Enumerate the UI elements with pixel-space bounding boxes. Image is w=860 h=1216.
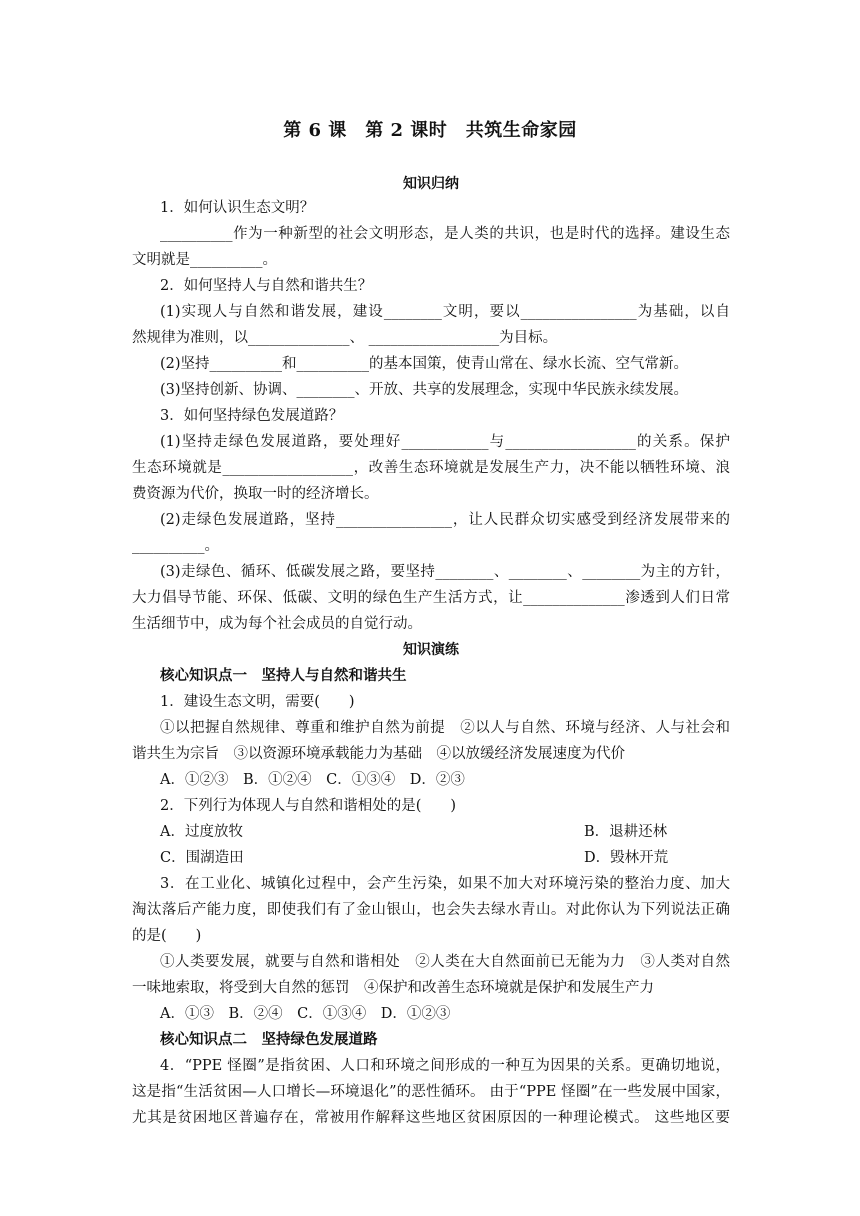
q3-1-line-3: 费资源为代价，换取一时的经济增长。 bbox=[132, 486, 379, 502]
exercise-3-line-3: 的是( ) bbox=[132, 928, 202, 944]
q3-2-line-2: __________。 bbox=[132, 538, 219, 554]
section-heading-knowledge-practice: 知识演练 bbox=[403, 642, 459, 658]
q2-1-line-1: (1)实现人与自然和谐发展，建设________文明，要以________________为基础，以自 bbox=[160, 304, 730, 320]
exercise-3-line-1: 3．在工业化、城镇化过程中，会产生污染，如果不加大对环境污染的整治力度、加大 bbox=[160, 876, 730, 892]
q3-2-line-1: (2)走绿色发展道路，坚持________________，让人民群众切实感受到经济发展带来的 bbox=[160, 512, 730, 528]
q2-1-line-2: 然规律为准则，以______________、 __________________为目标。 bbox=[132, 330, 558, 346]
q3-1-line-2: 生态环境就是__________________，改善生态环境就是发展生产力，决不能以牺牲环境、浪 bbox=[132, 460, 730, 476]
q3-1-line-1: (1)坚持走绿色发展道路，要处理好____________与__________________的关系。保护 bbox=[160, 434, 730, 450]
exercise-4-line-3: 尤其是贫困地区普遍存在，常被用作解释这些地区贫困原因的一种理论模式。 这些地区要 bbox=[132, 1110, 730, 1126]
question-2: 2．如何坚持人与自然和谐共生？ bbox=[160, 278, 373, 294]
core-point-1-heading: 核心知识点一 坚持人与自然和谐共生 bbox=[160, 667, 407, 684]
exercise-1: 1．建设生态文明，需要( ) bbox=[160, 694, 355, 710]
exercise-4-line-1: 4．“PPE 怪圈”是指贫困、人口和环境之间形成的一种互为因果的关系。更确切地说， bbox=[160, 1058, 730, 1074]
q3-3-line-3: 生活细节中，成为每个社会成员的自觉行动。 bbox=[132, 616, 422, 632]
core-point-2-heading: 核心知识点二 坚持绿色发展道路 bbox=[160, 1031, 378, 1048]
exercise-4-line-2: 这是指“生活贫困—人口增长—环境退化”的恶性循环。 由于“PPE 怪圈”在一些发展中国家， bbox=[132, 1084, 730, 1100]
q2-2: (2)坚持__________和__________的基本国策，使青山常在、绿水长流、空气常新。 bbox=[160, 356, 689, 372]
exercise-1-statements-line-2: 谐共生为宗旨 ③以资源环境承载能力为基础 ④以放缓经济发展速度为代价 bbox=[132, 746, 625, 762]
page-title: 第 6 课 第 2 课时 共筑生命家园 bbox=[283, 120, 577, 141]
exercise-1-statements-line-1: ①以把握自然规律、尊重和维护自然为前提 ②以人与自然、环境与经济、人与社会和 bbox=[160, 720, 730, 736]
exercise-3-line-2: 淘汰落后产能力度，即使我们有了金山银山，也会失去绿水青山。对此你认为下列说法正确 bbox=[132, 902, 730, 918]
exercise-2-option-d: D．毁林开荒 bbox=[584, 850, 669, 866]
q2-3: (3)坚持创新、协调、________、开放、共享的发展理念，实现中华民族永续发展。 bbox=[160, 382, 689, 398]
exercise-2-option-a: A．过度放牧 bbox=[160, 824, 243, 840]
question-1: 1．如何认识生态文明？ bbox=[160, 200, 315, 216]
q3-3-line-2: 大力倡导节能、环保、低碳、文明的绿色生产生活方式，让______________渗透到人们日常 bbox=[132, 590, 730, 606]
q1-line-1: __________作为一种新型的社会文明形态，是人类的共识，也是时代的选择。建设生态 bbox=[160, 226, 730, 242]
exercise-3-options: A．①③ B．②④ C．①③④ D．①②③ bbox=[160, 1006, 451, 1022]
exercise-2: 2．下列行为体现人与自然和谐相处的是( ) bbox=[160, 798, 457, 814]
question-3: 3．如何坚持绿色发展道路？ bbox=[160, 408, 344, 424]
exercise-1-options: A．①②③ B．①②④ C．①③④ D．②③ bbox=[160, 772, 465, 788]
q1-line-2: 文明就是__________。 bbox=[132, 252, 277, 268]
q3-3-line-1: (3)走绿色、循环、低碳发展之路，要坚持________、________、________为主的方针， bbox=[160, 564, 730, 580]
exercise-3-statements-line-1: ①人类要发展，就要与自然和谐相处 ②人类在大自然面前已无能为力 ③人类对自然 bbox=[160, 954, 730, 970]
exercise-2-option-c: C．围湖造田 bbox=[160, 850, 244, 866]
exercise-2-option-b: B．退耕还林 bbox=[584, 824, 668, 840]
section-heading-knowledge-summary: 知识归纳 bbox=[403, 176, 459, 192]
exercise-3-statements-line-2: 一味地索取，将受到大自然的惩罚 ④保护和改善生态环境就是保护和发展生产力 bbox=[132, 980, 654, 996]
